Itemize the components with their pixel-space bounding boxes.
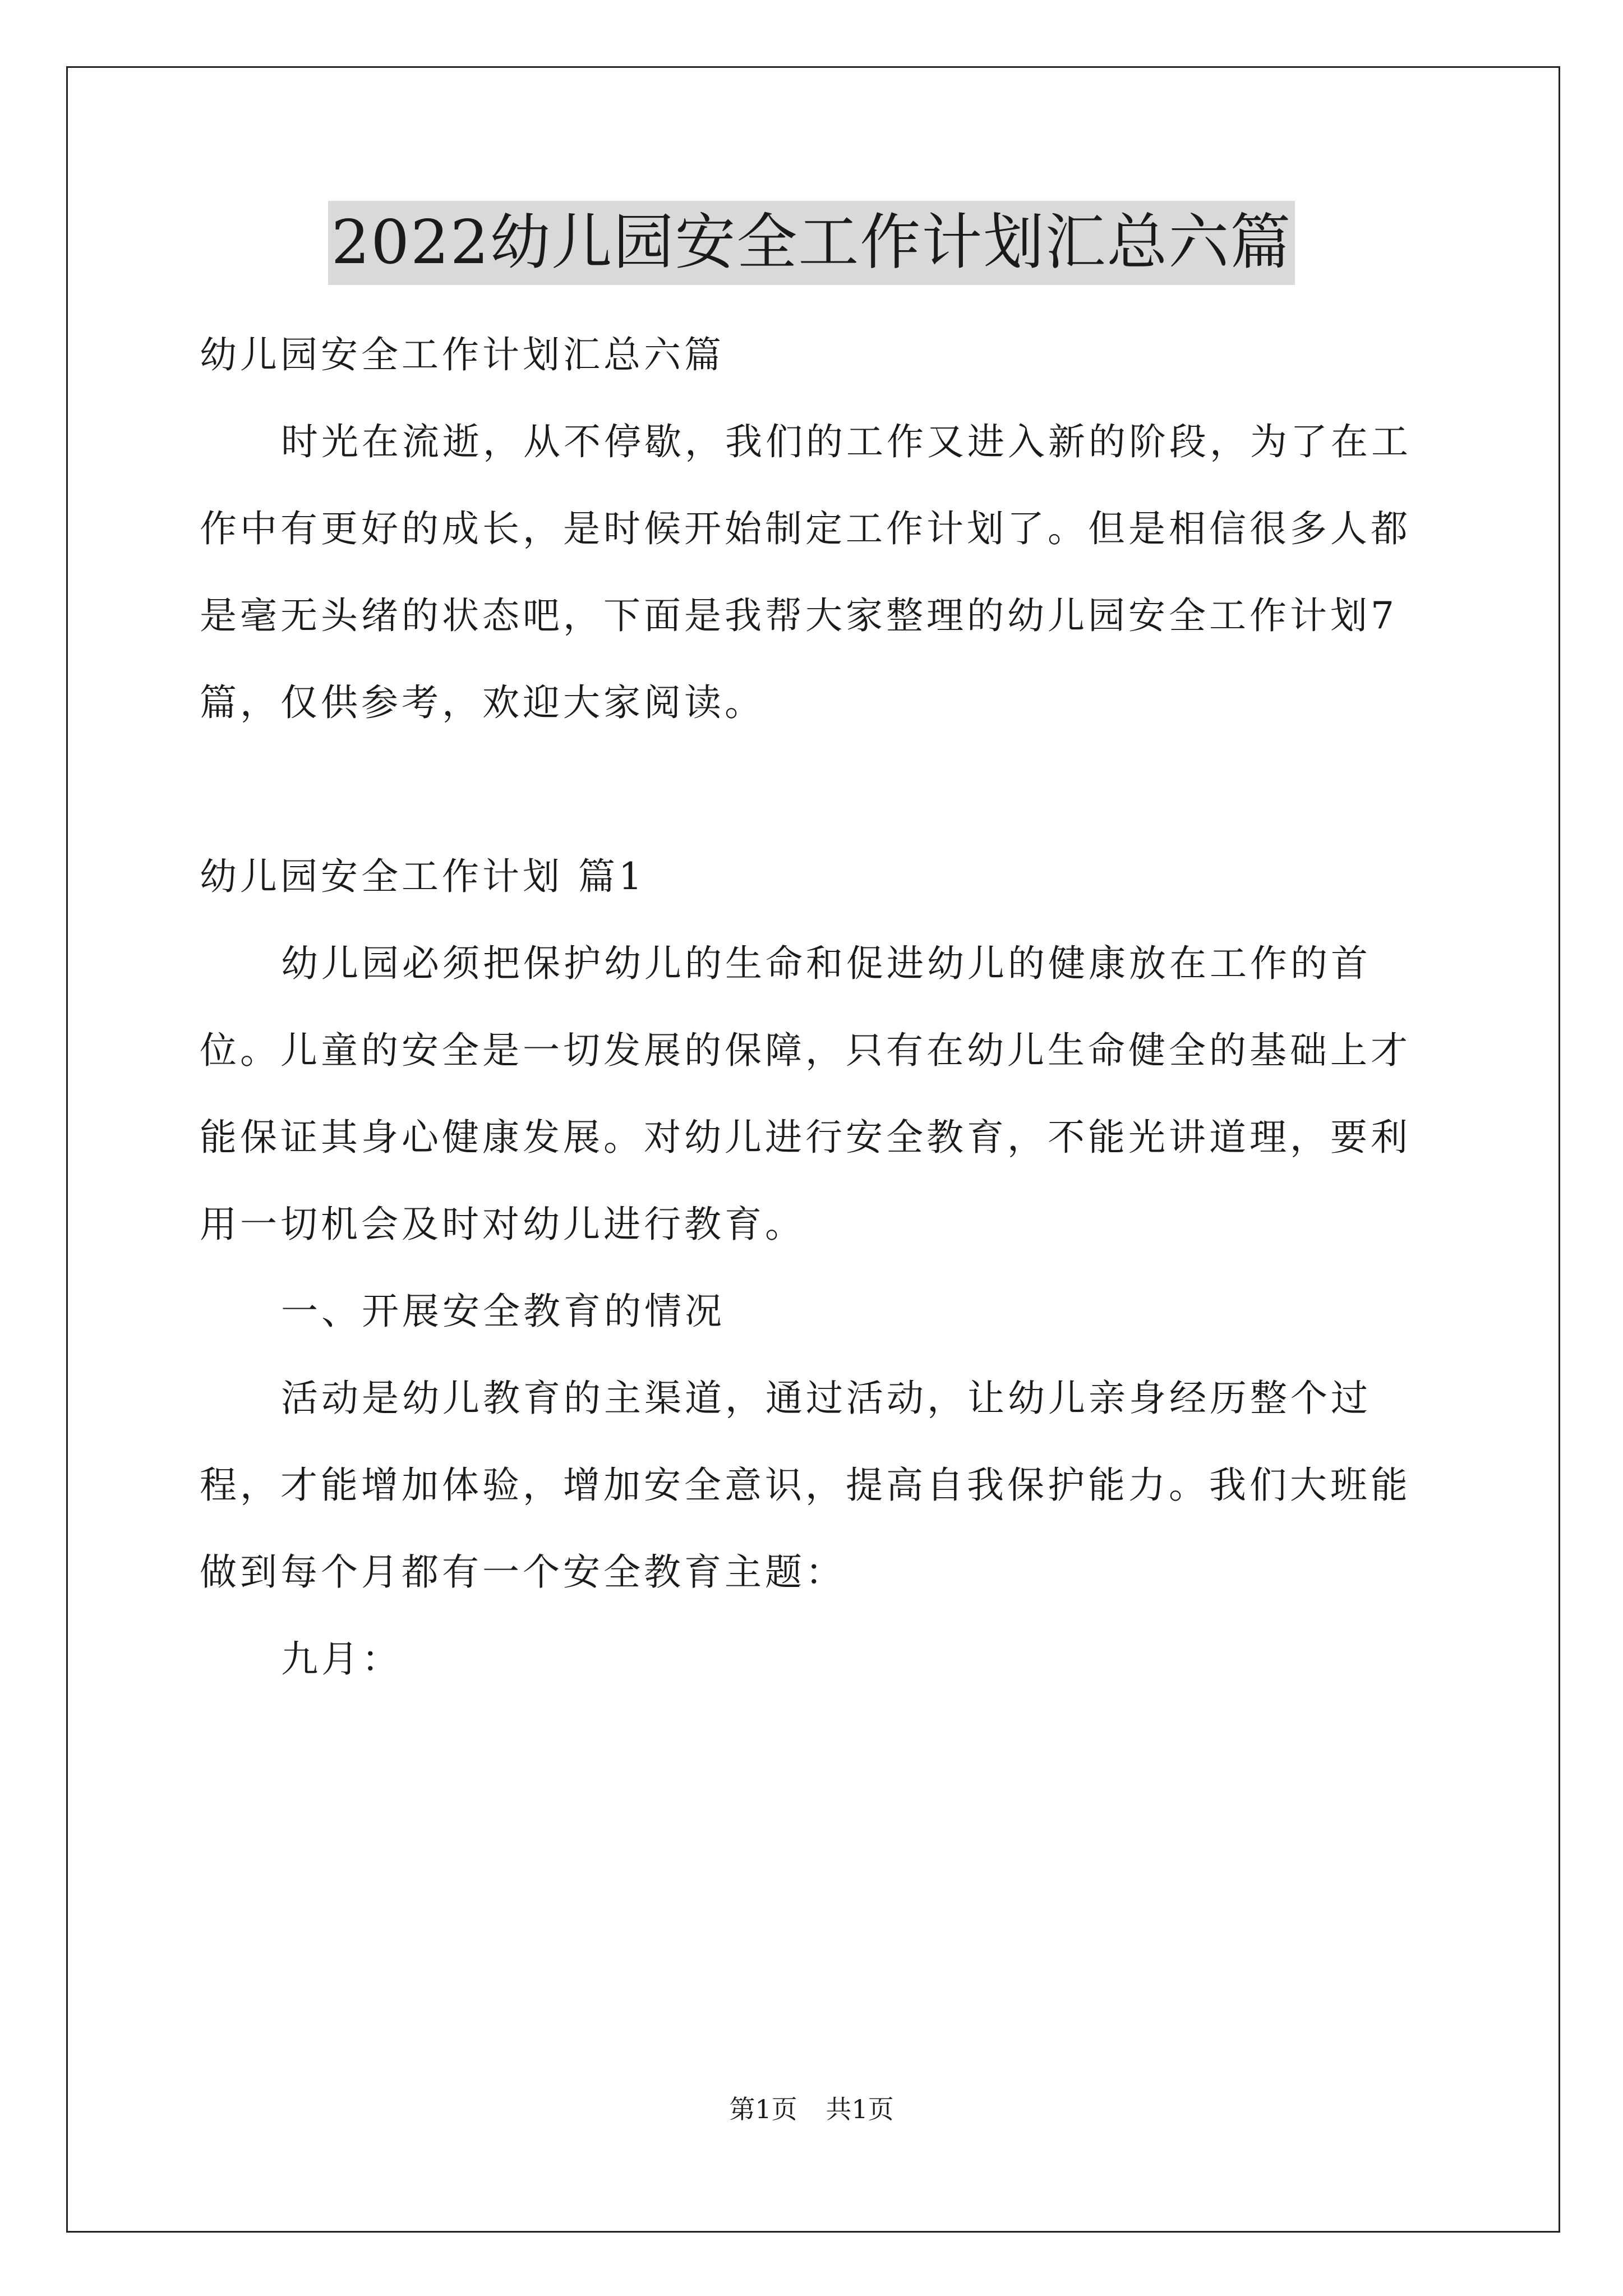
body-paragraph: 活动是幼儿教育的主渠道，通过活动，让幼儿亲身经历整个过程，才能增加体验，增加安全意识，提高自我保护能力。我们大班能做到每个月都有一个安全教育主题： bbox=[200, 1377, 1411, 1594]
body-paragraph: 幼儿园必须把保护幼儿的生命和促进幼儿的健康放在工作的首位。儿童的安全是一切发展的保障，只有在幼儿生命健全的基础上才能保证其身心健康发展。对幼儿进行安全教育，不能光讲道理，要利用一切机会及时对幼儿进行教育。 bbox=[200, 942, 1411, 1246]
intro-paragraph: 时光在流逝，从不停歇，我们的工作又进入新的阶段，为了在工作中有更好的成长，是时候开始制定工作计划了。但是相信很多人都是毫无头绪的状态吧，下面是我帮大家整理的幼儿园安全工作计划7篇，仅供参考，欢迎大家阅读。 bbox=[200, 420, 1412, 724]
subtitle-paragraph: 幼儿园安全工作计划汇总六篇 bbox=[200, 333, 725, 376]
subsection-heading: 一、开展安全教育的情况 bbox=[281, 1290, 725, 1333]
document-body bbox=[200, 311, 1433, 1703]
page-footer bbox=[0, 2092, 1623, 2126]
page-total: 共1页 bbox=[826, 2094, 894, 2124]
month-label: 九月： bbox=[281, 1637, 402, 1681]
document-title: 2022幼儿园安全工作计划汇总六篇 bbox=[328, 201, 1295, 285]
title-container bbox=[0, 201, 1623, 285]
section-heading: 幼儿园安全工作计划 篇1 bbox=[200, 855, 645, 898]
page-number: 第1页 bbox=[729, 2094, 797, 2124]
